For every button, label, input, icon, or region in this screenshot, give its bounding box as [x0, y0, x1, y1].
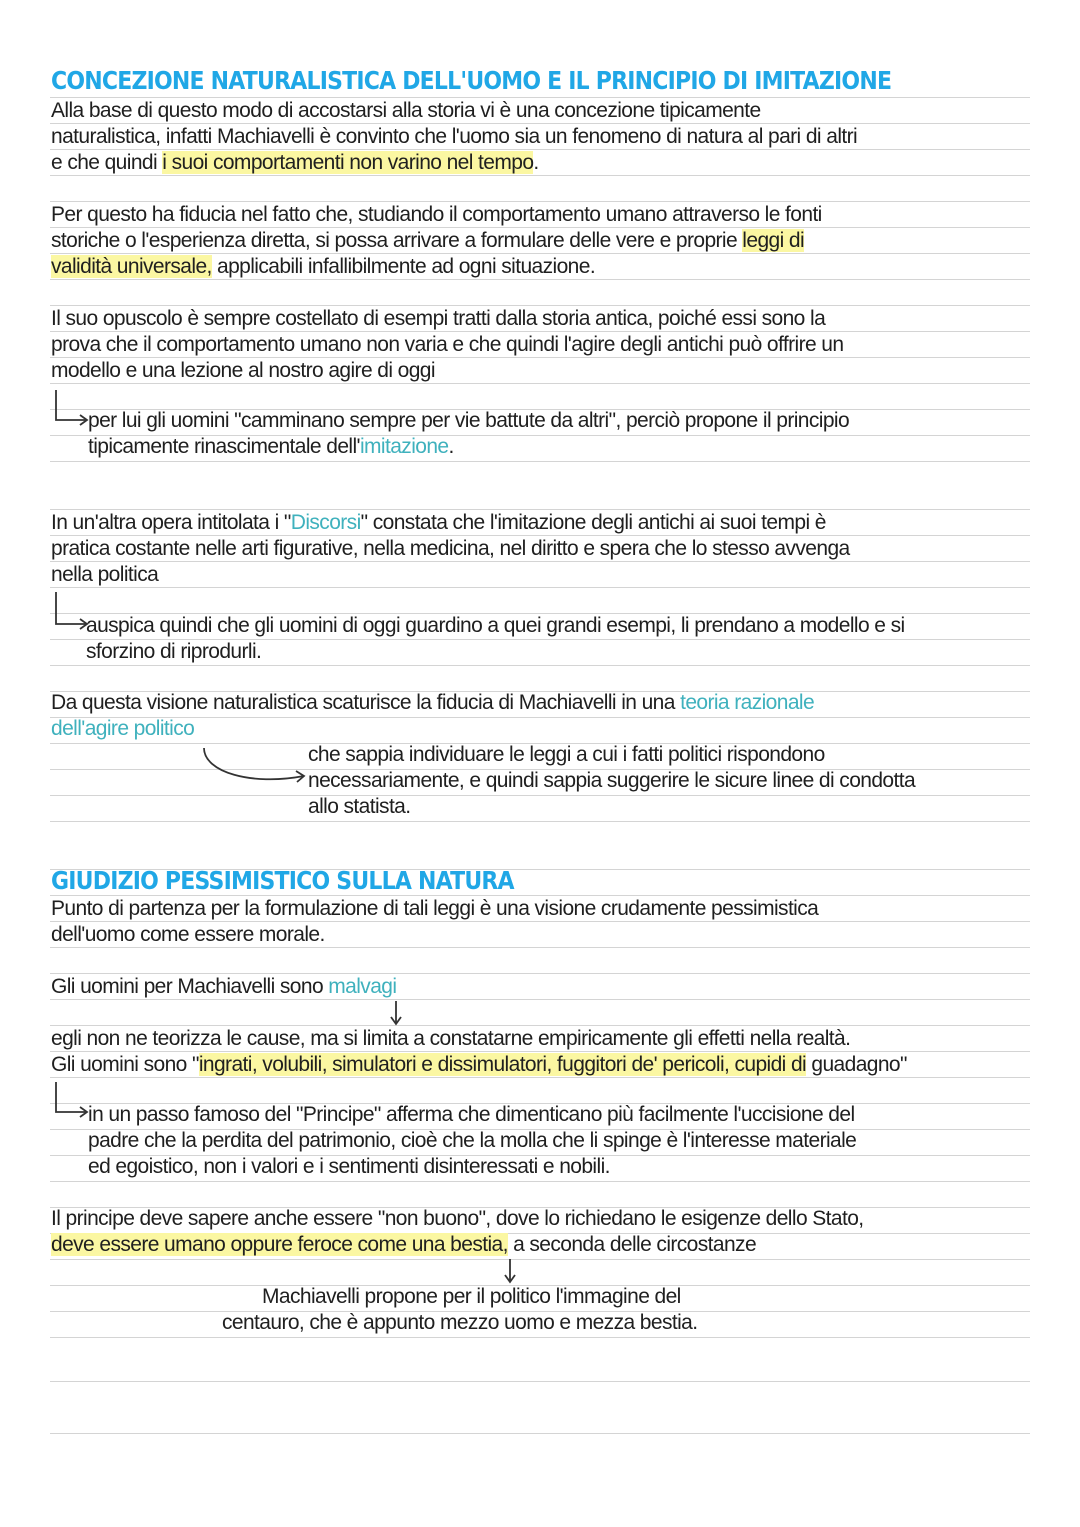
s1-p3-line3: modello e una lezione al nostro agire di oggi — [51, 359, 435, 382]
s2-conclusion-line2: centauro, che è appunto mezzo uomo e mezza bestia. — [222, 1311, 698, 1334]
s2-p2-line1 — [51, 974, 396, 1000]
highlight: i suoi comportamenti non varino nel tempo — [162, 151, 534, 174]
s2-p1-line1: Punto di partenza per la formulazione di tali leggi è una visione crudamente pessimistica — [51, 897, 819, 920]
down-arrow-icon — [502, 1257, 518, 1285]
text: . — [533, 151, 539, 174]
s1-p5-line1 — [51, 690, 814, 716]
s2-p3-line2 — [51, 1052, 907, 1078]
text: e che quindi — [51, 151, 163, 174]
section1-title: CONCEZIONE NATURALISTICA DELL'UOMO E IL PRINCIPIO DI IMITAZIONE — [51, 66, 892, 95]
s2-p1-line2: dell'uomo come essere morale. — [51, 923, 325, 946]
highlight: leggi di — [742, 229, 805, 252]
s1-note3-line2: necessariamente, e quindi sappia suggerire le sicure linee di condotta — [308, 769, 916, 792]
s1-note2-line2: sforzino di riprodurli. — [86, 640, 262, 663]
term: Discorsi — [290, 511, 361, 534]
text: In un'altra opera intitolata i " — [51, 511, 291, 534]
s1-p3-line1: Il suo opuscolo è sempre costellato di esempi tratti dalla storia antica, poiché essi sono la — [51, 307, 826, 330]
s1-note3-line3: allo statista. — [308, 795, 411, 818]
text: applicabili infallibilmente ad ogni situazione. — [211, 255, 596, 278]
highlight: validità universale, — [51, 255, 212, 278]
curved-arrow-icon — [196, 742, 308, 790]
corner-arrow-icon — [52, 1080, 92, 1120]
text: storiche o l'esperienza diretta, si possa arrivare a formulare delle vere e proprie — [51, 229, 743, 252]
highlight: ingrati, volubili, simulatori e dissimulatori, fuggitori de' pericoli, cupidi di — [198, 1053, 807, 1076]
text: Gli uomini per Machiavelli sono — [51, 975, 329, 998]
s1-p2-line1: Per questo ha fiducia nel fatto che, studiando il comportamento umano attraverso le fonti — [51, 203, 822, 226]
s2-note1-line2: padre che la perdita del patrimonio, cioè che la molla che li spinge è l'interesse materiale — [88, 1129, 857, 1152]
s1-p4-line1 — [51, 510, 826, 536]
s1-p2-line2 — [51, 228, 804, 254]
term: dell'agire politico — [51, 717, 195, 740]
s1-p3-line2: prova che il comportamento umano non varia e che quindi l'agire degli antichi può offrire un — [51, 333, 844, 356]
s1-p5-line2 — [51, 716, 194, 742]
s2-conclusion-line1: Machiavelli propone per il politico l'immagine del — [262, 1285, 681, 1308]
s1-p1-line1: Alla base di questo modo di accostarsi alla storia vi è una concezione tipicamente — [51, 99, 761, 122]
text: . — [448, 435, 454, 458]
text: guadagno" — [806, 1053, 907, 1076]
section2-title: GIUDIZIO PESSIMISTICO SULLA NATURA — [51, 866, 514, 895]
s2-p4-line2 — [51, 1232, 756, 1258]
s1-note2-line1: auspica quindi che gli uomini di oggi guardino a quei grandi esempi, li prendano a modello e si — [86, 614, 905, 637]
s1-note1-line2 — [88, 434, 454, 460]
s2-p4-line1: Il principe deve sapere anche essere "non buono", dove lo richiedano le esigenze dello Stato, — [51, 1207, 864, 1230]
text: tipicamente rinascimentale dell' — [88, 435, 360, 458]
down-arrow-icon — [388, 999, 404, 1027]
term: malvagi — [328, 975, 397, 998]
highlight: deve essere umano oppure feroce come una bestia, — [51, 1233, 508, 1256]
s1-note3-line1: che sappia individuare le leggi a cui i fatti politici rispondono — [308, 743, 825, 766]
s1-p1-line2: naturalistica, infatti Machiavelli è convinto che l'uomo sia un fenomeno di natura al pari di altri — [51, 125, 858, 148]
term: imitazione — [359, 435, 449, 458]
text: Da questa visione naturalistica scaturisce la fiducia di Machiavelli in una — [51, 691, 681, 714]
corner-arrow-icon — [52, 388, 92, 428]
s2-note1-line1: in un passo famoso del "Principe" afferma che dimenticano più facilmente l'uccisione del — [88, 1103, 855, 1126]
s1-p2-line3 — [51, 254, 595, 280]
s1-p1-line3 — [51, 150, 539, 176]
s2-note1-line3: ed egoistico, non i valori e i sentimenti disinteressati e nobili. — [88, 1155, 610, 1178]
s2-p3-line1: egli non ne teorizza le cause, ma si limita a constatarne empiricamente gli effetti nella realtà. — [51, 1027, 851, 1050]
term: teoria razionale — [680, 691, 815, 714]
text: a seconda delle circostanze — [507, 1233, 757, 1256]
text: Gli uomini sono " — [51, 1053, 199, 1076]
s1-p4-line2: pratica costante nelle arti figurative, nella medicina, nel diritto e spera che lo stesso avvenga — [51, 537, 850, 560]
s1-note1-line1: per lui gli uomini "camminano sempre per vie battute da altri", perciò propone il principio — [88, 409, 850, 432]
s1-p4-line3: nella politica — [51, 563, 159, 586]
text: " constata che l'imitazione degli antichi ai suoi tempi è — [360, 511, 826, 534]
